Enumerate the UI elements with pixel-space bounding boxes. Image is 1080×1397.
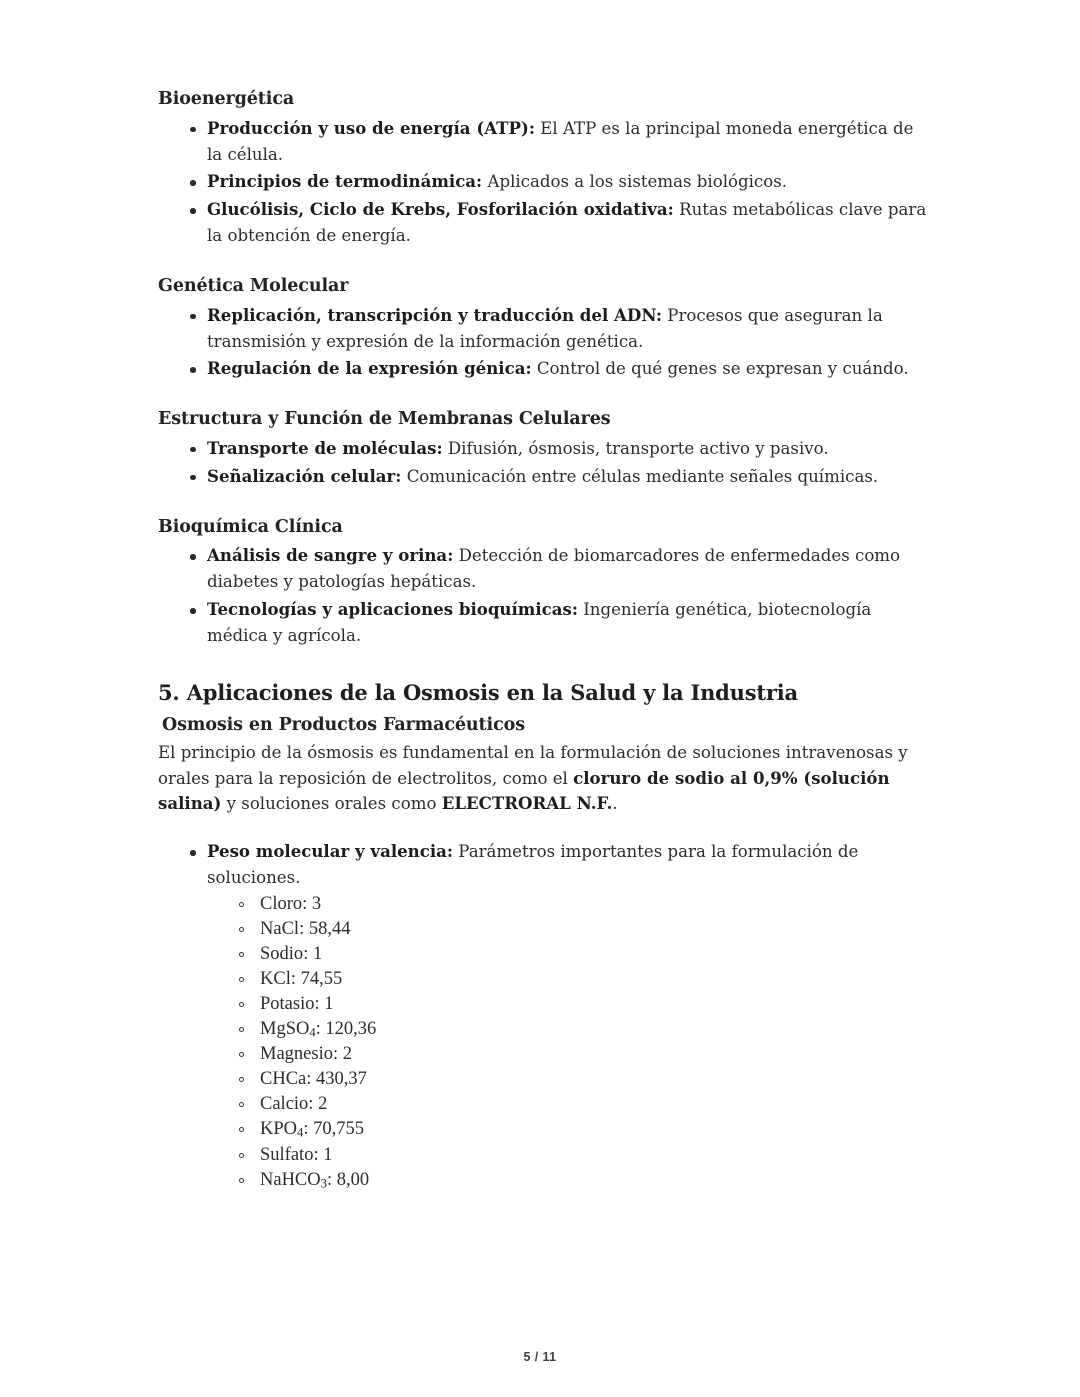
- list-item: [158, 303, 930, 355]
- bullet-term: Regulación de la expresión génica:: [207, 358, 532, 379]
- chemical-value: 2: [318, 1094, 328, 1115]
- chemical-value: 1: [324, 994, 334, 1015]
- chemical-label: Cloro: [260, 894, 303, 915]
- chemical-separator: :: [332, 1044, 343, 1065]
- chemical-separator: :: [303, 944, 313, 965]
- page-number-footer: 5 / 11: [523, 1350, 557, 1364]
- chemical-label: Calcio: [260, 1094, 309, 1115]
- chemical-label: Sulfato: [260, 1144, 314, 1165]
- chemical-value: 3: [311, 894, 322, 915]
- bullet-term: Principios de termodinámica:: [207, 171, 483, 192]
- paragraph-bold-saline: cloruro de sodio al 0,9% (solución salina): [158, 767, 890, 814]
- bullet-text: Procesos que aseguran la transmisión y expresión de la información genética.: [207, 305, 883, 351]
- list-item: [158, 839, 930, 1191]
- bullet-text: Aplicados a los sistemas biológicos.: [482, 172, 787, 192]
- section-bullet-list: [158, 543, 930, 649]
- chemical-separator: :: [299, 919, 309, 940]
- list-item: [158, 543, 930, 595]
- chemical-separator: :: [290, 969, 301, 990]
- list-item: [158, 436, 930, 462]
- section-heading: Estructura y Función de Membranas Celulares: [158, 409, 611, 430]
- chemical-label: KPO: [260, 1119, 298, 1140]
- chemical-value-item: [207, 1168, 930, 1192]
- section-bullet-list: [158, 436, 930, 490]
- molecular-weight-block: [158, 839, 930, 1191]
- chemical-value: 74,55: [300, 969, 343, 990]
- list-item: [158, 116, 930, 168]
- chemical-value: 1: [312, 944, 323, 965]
- bullet-text: Parámetros importantes para la formulación de soluciones.: [207, 842, 859, 888]
- section-heading: Bioenergética: [158, 89, 295, 109]
- bullet-term: Producción y uso de energía (ATP):: [207, 117, 535, 138]
- bullet-text: Ingeniería genética, biotecnología médica y agrícola.: [207, 600, 872, 645]
- chemical-separator: :: [302, 894, 312, 915]
- chemical-separator: :: [313, 1144, 324, 1165]
- chemical-label: Magnesio: [260, 1044, 333, 1065]
- chemical-value-item: [207, 1042, 930, 1066]
- chemical-value-item: [207, 892, 930, 916]
- chemical-value: 58,44: [308, 919, 351, 940]
- bullet-text: Rutas metabólicas clave para la obtención de energía.: [207, 200, 927, 246]
- chemical-value-item: [207, 1092, 930, 1116]
- chemical-value-item: [207, 1143, 930, 1167]
- chemical-value-item: [207, 1117, 930, 1141]
- chemical-value-item: [207, 1017, 930, 1041]
- chemical-value-item: [207, 942, 930, 966]
- chemical-label: MgSO: [260, 1019, 310, 1040]
- list-item: [158, 464, 930, 490]
- chemical-separator: :: [306, 1069, 317, 1090]
- chemical-separator: :: [314, 994, 325, 1015]
- bullet-term: Transporte de moléculas:: [207, 437, 443, 458]
- bullet-term: Peso molecular y valencia:: [207, 841, 454, 862]
- chemical-value: 1: [323, 1144, 333, 1165]
- chemical-value: 70,755: [313, 1119, 364, 1140]
- bullet-term: Tecnologías y aplicaciones bioquímicas:: [207, 599, 578, 619]
- osmosis-paragraph: [158, 740, 930, 818]
- bullet-text: Control de qué genes se expresan y cuándo.: [531, 359, 909, 379]
- chemical-label: CHCa: [260, 1069, 307, 1090]
- chemical-subscript: 3: [320, 1175, 327, 1190]
- content-sections: [158, 88, 930, 649]
- bullet-term: Señalización celular:: [207, 465, 402, 486]
- chemical-value-item: [207, 992, 930, 1016]
- paragraph-part-2: y soluciones orales como: [221, 794, 442, 814]
- chemical-value-item: [207, 967, 930, 991]
- section-heading: Genética Molecular: [158, 276, 349, 296]
- bullet-term: Glucólisis, Ciclo de Krebs, Fosforilación oxidativa:: [207, 199, 674, 220]
- chemical-value: 2: [342, 1044, 352, 1065]
- chemical-label: NaCl: [260, 919, 300, 940]
- bullet-term: Replicación, transcripción y traducción del ADN:: [207, 304, 663, 325]
- bullet-term: Análisis de sangre y orina:: [207, 545, 454, 566]
- paragraph-part-1: El principio de la ósmosis es fundamental en la formulación de soluciones intravenosas y orales para la reposición de electrolitos, como el: [158, 742, 908, 788]
- chemical-value-item: [207, 1067, 930, 1091]
- chemical-value: 8,00: [336, 1169, 370, 1190]
- chemical-value: 120,36: [325, 1019, 377, 1040]
- osmosis-pharma-subheading: Osmosis en Productos Farmacéuticos: [162, 715, 525, 736]
- chemical-separator: :: [326, 1169, 337, 1190]
- paragraph-bold-electroral: ELECTRORAL N.F.: [441, 793, 613, 814]
- chemical-value: 430,37: [316, 1069, 367, 1090]
- bullet-text: El ATP es la principal moneda energética de la célula.: [207, 118, 914, 164]
- bullet-text: Difusión, ósmosis, transporte activo y pasivo.: [442, 438, 829, 458]
- list-item: [158, 169, 930, 195]
- section-bullet-list: [158, 303, 930, 383]
- chemical-label: Potasio: [260, 994, 315, 1015]
- chemical-separator: :: [303, 1119, 314, 1140]
- chemical-label: NaHCO: [260, 1169, 321, 1190]
- chemical-separator: :: [315, 1019, 326, 1040]
- list-item: [158, 197, 930, 249]
- list-item: [158, 597, 930, 649]
- list-item: [158, 356, 930, 382]
- chemical-label: KCl: [260, 969, 291, 990]
- chemical-value-item: [207, 917, 930, 941]
- bullet-text: Detección de biomarcadores de enfermedades como diabetes y patologías hepáticas.: [207, 546, 901, 592]
- chemical-subscript: 4: [297, 1125, 304, 1140]
- section-heading: Bioquímica Clínica: [158, 516, 343, 537]
- chemical-separator: :: [308, 1094, 319, 1115]
- section-5-heading: 5. Aplicaciones de la Osmosis en la Salud y la Industria: [158, 679, 798, 705]
- chemical-subscript: 4: [309, 1025, 316, 1040]
- section-bullet-list: [158, 116, 930, 249]
- chemical-values-list: [207, 892, 930, 1192]
- chemical-label: Sodio: [260, 944, 304, 965]
- bullet-text: Comunicación entre células mediante señales químicas.: [401, 466, 879, 486]
- molecular-weight-bullet-list: [158, 839, 930, 1191]
- paragraph-part-3: .: [612, 794, 618, 814]
